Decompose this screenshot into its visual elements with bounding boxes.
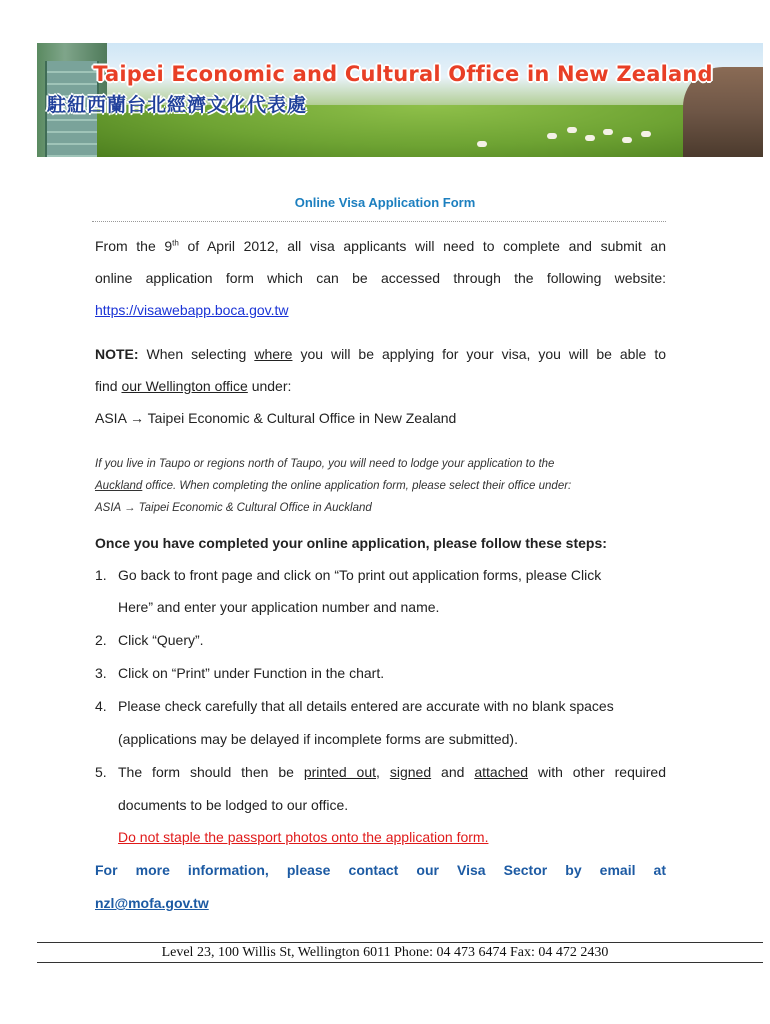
sheep-icon	[622, 137, 632, 143]
sheep-icon	[547, 133, 557, 139]
page-title: Online Visa Application Form	[294, 195, 476, 210]
note-office-path: ASIA → Taipei Economic & Cultural Office in New Zealand	[95, 410, 457, 426]
step-1-continued: Here” and enter your application number and name.	[118, 599, 440, 615]
contact-line: For more information, please contact our Visa Sector by email at	[95, 862, 666, 878]
taupo-note-line-2: Auckland office. When completing the online application form, please select their office under:	[95, 480, 572, 492]
step-3: 3. Click on “Print” under Function in the chart.	[95, 665, 385, 681]
header-banner	[37, 43, 763, 157]
sheep-icon	[641, 131, 651, 137]
step-5: 5. The form should then be printed out, signed and attached with other required	[95, 764, 667, 780]
step-4: 4. Please check carefully that all details entered are accurate with no blank spaces	[95, 698, 614, 714]
footer-divider-bottom	[37, 962, 763, 963]
banner-title-chinese: 駐紐西蘭台北經濟文化代表處	[47, 94, 308, 116]
sheep-icon	[477, 141, 487, 147]
taupo-office-path: ASIA → Taipei Economic & Cultural Office in Auckland	[95, 502, 372, 514]
intro-line-2: online application form which can be accessed through the following website:	[95, 270, 666, 286]
step-1: 1. Go back to front page and click on “To print out application forms, please Click	[95, 567, 602, 583]
sheep-icon	[567, 127, 577, 133]
intro-line-1: From the 9th of April 2012, all visa applicants will need to complete and submit an	[95, 238, 666, 254]
footer-address: Level 23, 100 Willis St, Wellington 6011 Phone: 04 473 6474 Fax: 04 472 2430	[161, 945, 609, 960]
banner-title-english: Taipei Economic and Cultural Office in New Zealand	[93, 62, 713, 86]
step-4-continued: (applications may be delayed if incomplete forms are submitted).	[118, 731, 518, 747]
footer-divider-top	[37, 942, 763, 943]
step-2: 2. Click “Query”.	[95, 632, 204, 648]
visa-website-link[interactable]: https://visawebapp.boca.gov.tw	[95, 302, 289, 318]
sheep-icon	[603, 129, 613, 135]
sheep-icon	[585, 135, 595, 141]
step-5-continued: documents to be lodged to our office.	[118, 797, 349, 813]
note-line-2: find our Wellington office under:	[95, 378, 292, 394]
steps-heading: Once you have completed your online application, please follow these steps:	[95, 535, 607, 551]
staple-warning: Do not staple the passport photos onto the application form.	[118, 829, 489, 845]
contact-email-link[interactable]: nzl@mofa.gov.tw	[95, 895, 209, 911]
note-line-1: NOTE: When selecting where you will be applying for your visa, you will be able to	[95, 346, 666, 362]
taupo-note-line-1: If you live in Taupo or regions north of Taupo, you will need to lodge your application to the	[95, 458, 555, 470]
title-divider	[92, 221, 666, 222]
